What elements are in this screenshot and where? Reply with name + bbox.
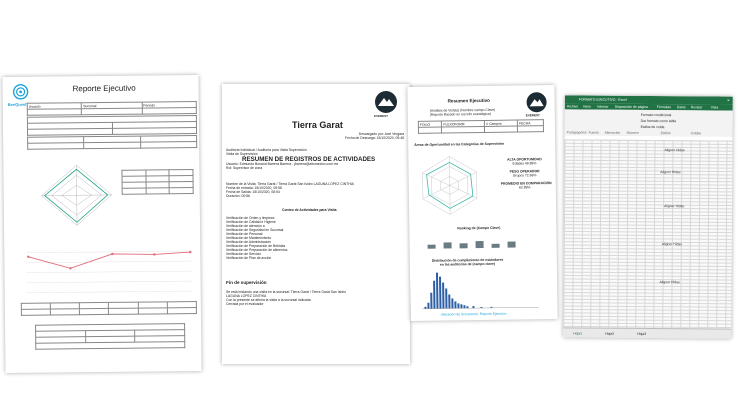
- activity-item: Verificación de Orden y limpieza: [226, 216, 275, 220]
- report-title: Resumen Ejecutivo: [447, 97, 490, 104]
- cell-text: Aligner Hidae: [661, 242, 683, 247]
- footer-link[interactable]: [81, 362, 82, 366]
- side-stats: [500, 157, 552, 190]
- summary-table: [35, 323, 185, 350]
- closing-line: Se está iniciando una visita en la sucursal: Tierra Garat / Tierra Garat San Isidro: [226, 290, 347, 294]
- opportunity-radar-chart: [416, 152, 483, 219]
- trend-table: [21, 301, 197, 316]
- beequest-logo-text: BeeQuest: [7, 101, 27, 107]
- report-info-table: [27, 115, 197, 136]
- section-title: RESUMEN DE REGISTROS DE ACTIVIDADES: [242, 156, 376, 163]
- ribbon-group-label: Celdas: [690, 131, 702, 136]
- visit-line: Fecha de entrada: 15/10/2020, 09:58: [226, 186, 282, 190]
- closing-line: Cerrada por el evaluador: [226, 302, 264, 306]
- cell-grid[interactable]: [563, 139, 732, 328]
- ribbon-tab[interactable]: Datos: [676, 105, 686, 110]
- distribution-histogram: [420, 267, 541, 311]
- activity-item: Verificación de Servicio: [226, 252, 262, 256]
- supervision-title: Fin de supervisión: [226, 280, 267, 285]
- user-line: Usuario: Edmundo Bonand Barrera Barrera - jbarrera@altomexico.com.mx: [226, 162, 339, 166]
- ribbon-tab[interactable]: Vista: [710, 105, 719, 110]
- activity-item: Verificación de Mantenimiento: [226, 236, 272, 240]
- ribbon-tab[interactable]: Revisar: [690, 105, 703, 110]
- ribbon-group-label: Alineación: [604, 130, 621, 135]
- kpi-header: # Campos: [485, 120, 518, 126]
- ribbon-group-label: Fuente: [588, 130, 600, 135]
- sheet-tabs: [563, 327, 731, 338]
- header-cell: Sucursal: [82, 102, 142, 109]
- activities-list: [226, 216, 287, 260]
- closing-line: Con la presente se afirma la visita a la sucursal indicada: [226, 298, 311, 302]
- ribbon-tab[interactable]: Insertar: [596, 104, 609, 109]
- dar-formato-tabla-button[interactable]: Dar formato como tabla: [640, 118, 677, 124]
- header-cell: Usuario: [27, 103, 82, 110]
- ribbon-group-label: Número: [626, 130, 639, 135]
- activity-item: Verificación de Personal: [226, 232, 263, 236]
- stat-label: PROMEDIO EN COMPARACIÓN: [500, 181, 552, 186]
- kpi-header: FLEXOFORM: [442, 120, 485, 127]
- stat-value: Grupos 72.69%: [512, 173, 537, 178]
- distribution-title: Distribución de cumplimiento de estándares: [431, 257, 504, 263]
- activity-item: Verificación de Calidad e Higiene: [226, 220, 276, 224]
- everest-logo-text: EVEREST: [374, 114, 389, 118]
- radar-values-table: [121, 169, 193, 195]
- distribution-subtitle: en las auditorías de (campo clave): [439, 261, 496, 267]
- audit-subtype: Visita de Supervisión: [226, 152, 258, 156]
- ribbon-tab[interactable]: Disposición de página: [614, 104, 648, 109]
- header-cell: Periodo: [142, 102, 197, 109]
- kpi-table: [418, 119, 544, 134]
- report-header-table: [27, 101, 197, 116]
- spreadsheet-window: [563, 95, 733, 338]
- stat-label: ALTA OPORTUNIDAD: [507, 157, 542, 162]
- opportunity-title: Áreas de Oportunidad en las Categorías de Supervisión: [414, 141, 505, 147]
- visit-line: Nombre de la Visita: Tierra Garat / Tierra Garat San Isidro LAGUNA LOPEZ CINTHIA: [226, 182, 354, 186]
- trend-line: [28, 252, 190, 269]
- closing-block: [226, 290, 346, 306]
- formato-condicional-button[interactable]: Formato condicional: [640, 112, 672, 118]
- activity-item: Verificación de Preparación de Bebidas: [226, 244, 286, 248]
- sheet-tab[interactable]: Hoja2: [605, 331, 615, 336]
- ribbon-group-label: Estilos: [660, 131, 671, 136]
- footer-note: Ubicación de documento: Reporte Ejecutivo: [440, 311, 507, 317]
- trend-line-chart: [20, 243, 197, 297]
- ribbon-tab[interactable]: Inicio: [582, 104, 591, 109]
- report-subtitle-2: (Reporte Basado en tus Info estratégica): [429, 111, 491, 117]
- ribbon-tab[interactable]: Archivo: [566, 104, 579, 109]
- report-page-2: [222, 84, 410, 364]
- role-line: Rol: Supervisor de zona: [226, 166, 263, 170]
- report-subtitle: (Análisis de Visitas) (Nombre campo Clave): [429, 107, 496, 113]
- ranking-title: Ranking de (Campo Clave): [457, 225, 501, 231]
- report-detail-table: [27, 135, 197, 150]
- estilos-celda-button[interactable]: Estilos de celda: [640, 124, 665, 130]
- download-by: Descargado por: Axel Vergara: [358, 132, 404, 136]
- radar-chart: [31, 160, 122, 231]
- close-icon[interactable]: ✕: [726, 98, 730, 103]
- kpi-header: FOLIO: [418, 121, 442, 127]
- ranking-bar-chart: [423, 231, 543, 251]
- ribbon: [565, 109, 733, 137]
- sheet-tab[interactable]: Hoja3: [637, 331, 647, 336]
- activity-item: Verificación de Plan de acción: [226, 256, 272, 260]
- report-page-3: [407, 85, 557, 321]
- kpi-header: FECHA: [518, 120, 544, 126]
- download-date: Fecha de Descarga: 15/10/2020, 09:48: [345, 136, 404, 140]
- activity-item: Verificación de Seguridad en Sucursal: [226, 228, 284, 232]
- sheet-tab[interactable]: Hoja1: [573, 331, 583, 336]
- visit-line: Duración: 00:56: [226, 194, 250, 198]
- activity-item: Verificación de Preparación de alimentos: [226, 248, 288, 252]
- report-page-1: [2, 75, 201, 373]
- ribbon-tab[interactable]: Fórmulas: [656, 105, 671, 110]
- everest-logo-icon: [374, 90, 398, 114]
- cell-text: Aligner Hidae: [659, 280, 680, 285]
- report-title: Reporte Ejecutivo: [72, 83, 136, 94]
- ribbon-group-label: Portapapeles: [566, 130, 587, 135]
- cell-text: Aligner Hidae: [664, 204, 685, 209]
- visit-info: [226, 182, 354, 198]
- cell-text: Aligner Hidae: [664, 148, 685, 153]
- excel-title: FORMATO EJECUTIVO - Excel: [578, 97, 627, 102]
- activities-title: Conteo de Actividades para Visita: [282, 208, 337, 212]
- audit-type: Auditoría Individual / Auditoría para Visita Supervisión: [226, 148, 307, 152]
- stat-label: PESO OPERADOR: [509, 169, 540, 174]
- activity-item: Verificación de atención a: [226, 224, 265, 228]
- cell-text: Aligner Hidae: [660, 170, 681, 175]
- everest-logo-text: EVEREST: [525, 113, 540, 118]
- stat-value: Edades 49.89%: [512, 161, 537, 166]
- everest-logo-icon: [525, 91, 547, 113]
- visit-line: Fecha de Salida: 15/10/2020, 08:54: [226, 190, 280, 194]
- stat-value: 62.89%: [519, 185, 531, 190]
- closing-line: LAGUNA LOPEZ CINTHIA: [226, 294, 267, 298]
- activity-item: Verificación de Administración: [226, 240, 272, 244]
- page-title: Tierra Garat: [292, 120, 343, 130]
